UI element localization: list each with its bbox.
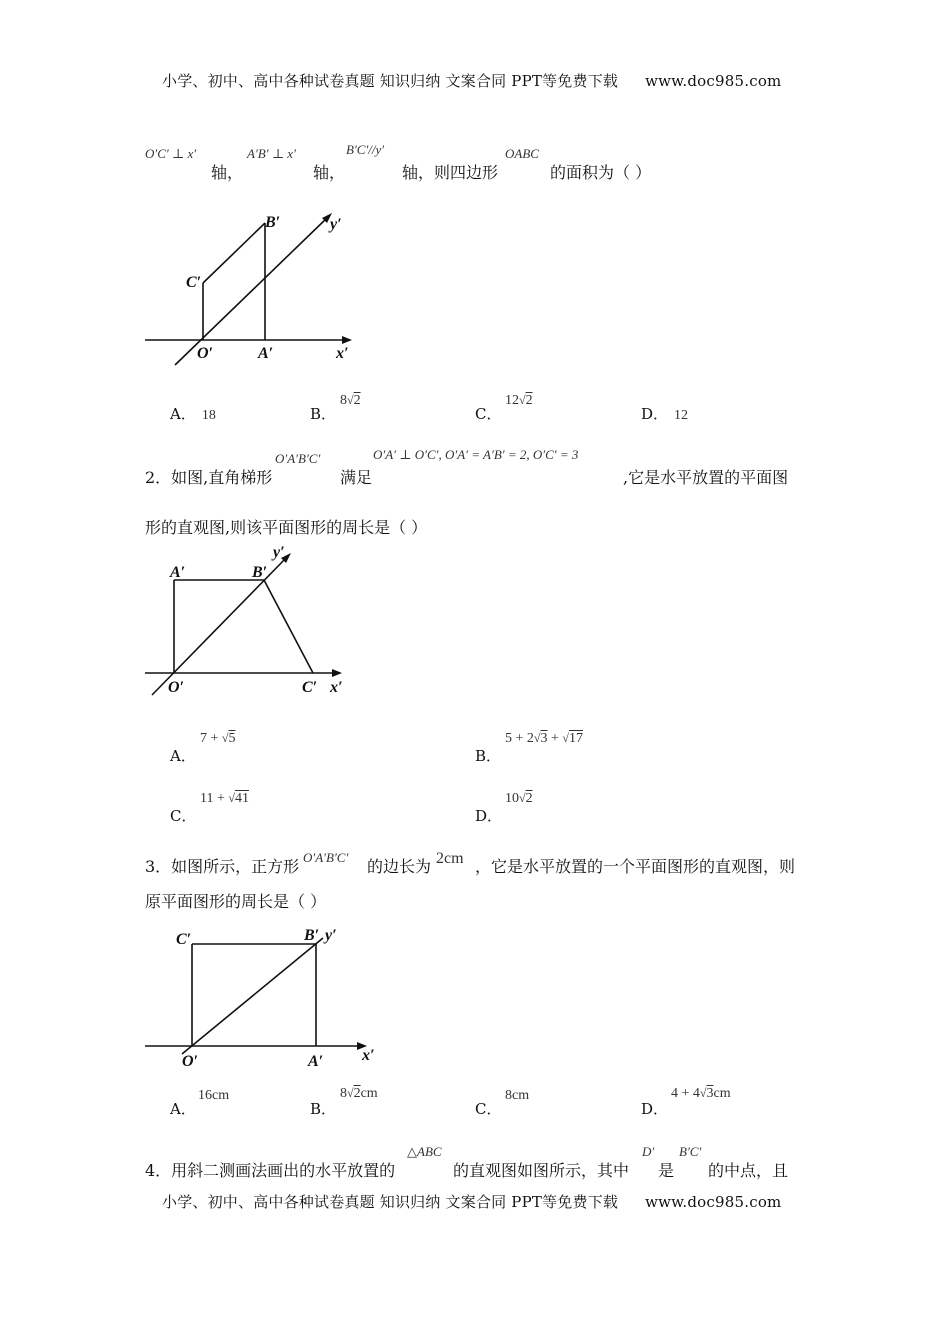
- q2-label-a: A′: [170, 564, 186, 581]
- q3-option-c-letter[interactable]: C．: [475, 1100, 502, 1118]
- q1-cond1: O′C′ ⊥ x′: [145, 146, 197, 161]
- q1-option-d[interactable]: D． 12: [641, 405, 689, 423]
- q3-option-c-value: 8cm: [505, 1088, 530, 1103]
- q2-shape: O′A′B′C′: [275, 451, 321, 466]
- q1-option-a[interactable]: A． 18: [170, 405, 216, 423]
- q3-label-a: A′: [308, 1053, 324, 1070]
- q1-text2: 轴，: [313, 163, 346, 182]
- q1-cond2: A′B′ ⊥ x′: [247, 146, 296, 161]
- page-footer: [162, 1191, 781, 1212]
- q1-label-c: C′: [186, 274, 202, 291]
- q3-stem: [145, 848, 845, 878]
- q3-label-b: B′: [304, 927, 320, 944]
- q2-label-b: B′: [252, 564, 268, 581]
- header-url: www.doc985.com: [645, 72, 782, 90]
- q2-label-c: C′: [302, 679, 318, 696]
- q3-label-o: O′: [182, 1053, 199, 1070]
- footer-url: www.doc985.com: [645, 1193, 782, 1211]
- q2-option-b-letter[interactable]: B．: [475, 747, 502, 765]
- q3-label-x: x′: [362, 1047, 375, 1064]
- q2-option-d-letter[interactable]: D．: [475, 807, 503, 825]
- q2-x-arrow: [332, 669, 342, 677]
- q1-label-a: A′: [258, 345, 274, 362]
- q1-option-b-value: 8√2: [340, 393, 361, 408]
- q2-line2: 形的直观图,则该平面图形的周长是（ ）: [145, 518, 428, 537]
- q1-shape: OABC: [505, 146, 539, 161]
- q1-y-axis: [175, 217, 328, 365]
- q3-option-b-value: 8√2cm: [340, 1086, 378, 1101]
- q2-option-c-value: 11 + √41: [200, 791, 249, 806]
- q3-line2: 原平面图形的周长是（ ）: [145, 892, 327, 911]
- q1-label-x: x′: [336, 345, 349, 362]
- q2-lead: 2．如图,直角梯形: [145, 468, 273, 487]
- q4-stem: [145, 1140, 845, 1180]
- q1-option-c-value: 12√2: [505, 393, 533, 408]
- q3-y-axis: [182, 938, 323, 1054]
- q1-x-arrow: [342, 336, 352, 344]
- header-text: 小学、初中、高中各种试卷真题 知识归纳 文案合同 PPT等免费下载: [162, 72, 619, 90]
- q2-option-c-letter[interactable]: C．: [170, 807, 197, 825]
- q1-option-c-letter[interactable]: C．: [475, 405, 502, 423]
- q1-option-b-letter[interactable]: B．: [310, 405, 337, 423]
- q2-text2: ,它是水平放置的平面图: [623, 468, 789, 487]
- q1-figure: [140, 205, 370, 375]
- q3-options: [170, 1086, 850, 1120]
- q3-label-c: C′: [176, 931, 192, 948]
- q4-segment-bc: B′C′: [679, 1144, 702, 1159]
- q1-stem: [145, 140, 845, 180]
- q2-option-d-value: 10√2: [505, 791, 533, 806]
- q1-text4: 的面积为（ ）: [550, 163, 652, 182]
- q2-figure: [140, 545, 370, 705]
- q2-option-a-letter[interactable]: A．: [170, 747, 196, 765]
- footer-text: 小学、初中、高中各种试卷真题 知识归纳 文案合同 PPT等免费下载: [162, 1193, 619, 1211]
- q2-label-x: x′: [330, 679, 343, 696]
- q1-text1: 轴，: [211, 163, 244, 182]
- q1-label-y: y′: [330, 216, 342, 233]
- q1-label-b: B′: [265, 214, 281, 231]
- q3-label-y: y′: [325, 927, 337, 944]
- q4-text3: 的中点，且: [708, 1161, 789, 1180]
- q1-cond3: B′C′//y′: [346, 142, 385, 157]
- q3-lead: 3．如图所示，正方形: [145, 857, 300, 876]
- q1-text3: 轴，则四边形: [402, 163, 499, 182]
- q2-condition: O′A′ ⊥ O′C′, O′A′ = A′B′ = 2, O′C′ = 3: [373, 447, 579, 462]
- q1-options: [170, 395, 850, 425]
- q2-segment-bc: [264, 580, 313, 673]
- q2-label-o: O′: [168, 679, 185, 696]
- q2-label-y: y′: [273, 544, 285, 561]
- q3-option-d-value: 4 + 4√3cm: [671, 1086, 731, 1101]
- q4-text2: 是: [658, 1161, 675, 1180]
- q3-option-b-letter[interactable]: B．: [310, 1100, 337, 1118]
- q4-point-d: D′: [642, 1144, 655, 1159]
- q4-triangle: △ABC: [407, 1144, 442, 1159]
- q1-segment-cb: [203, 223, 265, 283]
- q3-figure: [140, 922, 380, 1072]
- q2-stem: [145, 445, 845, 485]
- q3-option-a-letter[interactable]: A．: [170, 1100, 196, 1118]
- q3-text1: 的边长为: [367, 857, 432, 876]
- q2-options: [170, 731, 850, 825]
- q3-option-d-letter[interactable]: D．: [641, 1100, 669, 1118]
- q2-option-a-value: 7 + √5: [200, 731, 236, 746]
- q4-text1: 的直观图如图所示，其中: [453, 1161, 630, 1180]
- q2-text1: 满足: [340, 468, 373, 487]
- page-header: [162, 70, 781, 91]
- q4-lead: 4．用斜二测画法画出的水平放置的: [145, 1161, 396, 1180]
- q3-text2: ，它是水平放置的一个平面图形的直观图，则: [475, 857, 796, 876]
- q3-option-a-value: 16cm: [198, 1088, 230, 1103]
- q2-option-b-value: 5 + 2√3 + √17: [505, 731, 583, 746]
- q1-label-o: O′: [197, 345, 214, 362]
- q3-shape: O′A′B′C′: [303, 850, 349, 865]
- q3-length: 2cm: [436, 850, 464, 867]
